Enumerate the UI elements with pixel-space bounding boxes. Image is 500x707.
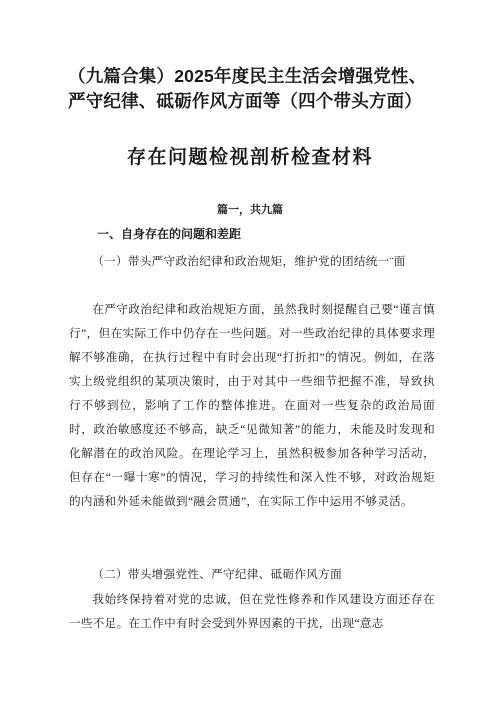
subsection-heading-2: （二）带头增强党性、严守纪律、砥砺作风方面 — [92, 568, 342, 581]
section-heading: 一、自身存在的问题和差距 — [97, 227, 242, 241]
subsection-heading-1: （一）带头严守政治纪律和政治规矩，维护党的团结统一¨面 — [92, 255, 406, 268]
document-subtitle: 存在问题检视剖析检查材料 — [126, 147, 373, 168]
paragraph-1: 在严守政治纪律和政治规矩方面，虽然我时刻提醒自己要“谨言慎行”，但在实际工作中仍存在一些问题。对一些政治纪律的具体要求理解不够准确，在执行过程中有时会出现“打折扣”的情况。例如，在落实上级党组织的某项决策时，由于对其中一些细节把握不准，导致执行不够到位，影响了工作的整体推进。在面对一些复杂的政治局面时，政治敏感度还不够高，缺乏“见微知著”的能力，未能及时发现和化解潜在的政治风险。在理论学习上，虽然积极参加各种学习活动，但存在“一曝十寒”的情况，学习的持续性和深入性不够，对政治规矩的内涵和外延未能做到“融会贯通”，在实际工作中运用不够灵活。 — [69, 303, 435, 508]
document-title: （九篇合集）2025年度民主生活会增强党性、严守纪律、砥砺作风方面等（四个带头方面） — [68, 66, 427, 111]
chapter-label: 篇一，共九篇 — [217, 204, 283, 216]
paragraph-2: 我始终保持着对党的忠诚，但在党性修养和作风建设方面还存在一些不足。在工作中有时会受到外界因素的干扰，出现“意志 — [69, 593, 435, 630]
